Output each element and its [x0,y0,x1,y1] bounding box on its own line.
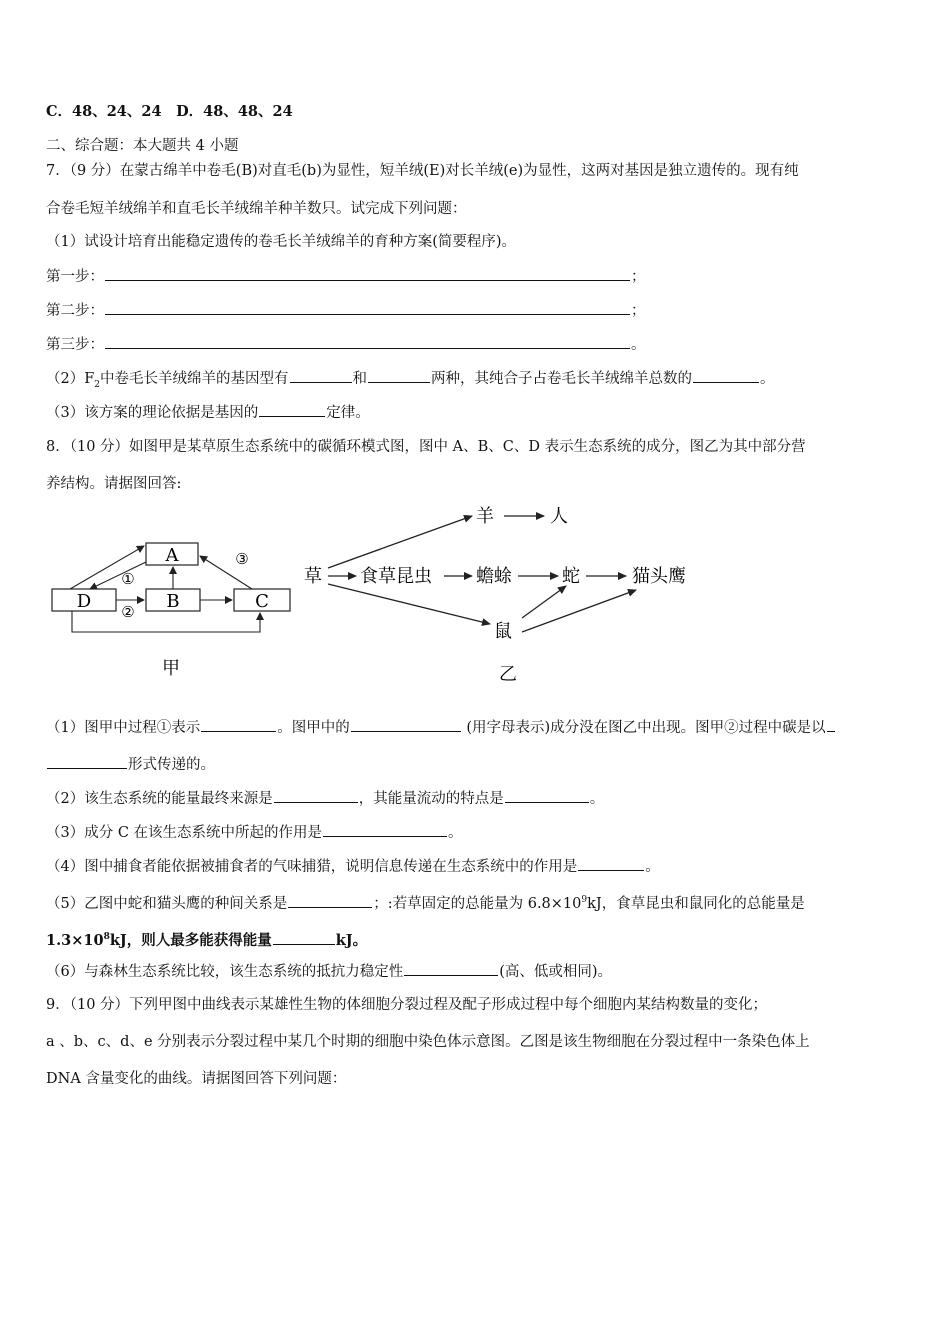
answer-blank[interactable] [201,717,276,732]
answer-blank[interactable] [693,368,759,383]
answer-blank[interactable] [105,334,630,349]
caption-jia: 甲 [162,658,180,679]
q9-text-line3: DNA 含量变化的曲线。请据图回答下列问题： [46,1071,347,1087]
node-human: 人 [550,506,568,527]
process-3-label: ③ [235,550,249,568]
q8-subq4: （4）图中捕食者能依据被捕食者的气味捕猎，说明信息传递在生态系统中的作用是 。 [46,856,660,877]
arrow-grass-mouse [328,584,490,624]
q8-subq1: （1）图甲中过程①表示 。图甲中的 (用字母表示)成分没在图乙中出现。图甲②过程中碳是以 [46,717,836,738]
arrow-mouse-owl [522,590,636,632]
node-snake: 蛇 [562,566,580,587]
arrow-d-to-c [72,611,260,632]
q7-subq3: （3）该方案的理论依据是基因的 定律。 [46,402,370,423]
label-d: D [76,591,92,612]
q7-step1: 第一步： ； [46,266,646,287]
q9-text-line2: a 、b、c、d、e 分别表示分裂过程中某几个时期的细胞中染色体示意图。乙图是该生物细胞在分裂过程中一条染色体上 [46,1034,810,1050]
answer-blank[interactable] [105,266,630,281]
q8-text-line2: 养结构。请据图回答: [46,476,182,492]
arrow-mouse-snake [522,586,566,618]
q7-text-line1: 7．（9 分）在蒙古绵羊中卷毛(B)对直毛(b)为显性，短羊绒(E)对长羊绒(e)为显性，这两对基因是独立遗传的。现有纯 [46,163,799,179]
answer-blank[interactable] [290,368,352,383]
answer-blank[interactable] [274,788,358,803]
answer-blank[interactable] [47,754,127,769]
q8-subq2: （2）该生态系统的能量最终来源是 ，其能量流动的特点是 。 [46,788,604,809]
q7-text-line2: 合卷毛短羊绒绵羊和直毛长羊绒绵羊种羊数只。试完成下列问题： [46,201,467,217]
q8-text-line1: 8．（10 分）如图甲是某草原生态系统中的碳循环模式图，图中 A、B、C、D 表示生态系统的成分，图乙为其中部分营 [46,439,806,455]
q8-subq6: （6）与森林生态系统比较，该生态系统的抵抗力稳定性 (高、低或相同)。 [46,961,612,982]
q9-text-line1: 9．（10 分）下列甲图中曲线表示某雄性生物的体细胞分裂过程及配子形成过程中每个细胞内某结构数量的变化； [46,997,768,1013]
q7-subq1: （1）试设计培育出能稳定遗传的卷毛长羊绒绵羊的育种方案(简要程序)。 [46,234,517,250]
q8-subq5: （5）乙图中蛇和猫头鹰的种间关系是 ；:若草固定的总能量为 $6.8\times 10^9kJ$，食草昆虫和鼠同化的总能量是 [46,890,805,914]
arrow-grass-sheep [328,516,472,568]
q8-subq3: （3）成分 C 在该生态系统中所起的作用是 。 [46,822,463,843]
process-1-label: ① [121,570,135,588]
node-sheep: 羊 [476,506,494,527]
q7-subq2: $(2)F_2$中卷毛长羊绒绵羊的基因型有 和 两种，其纯合子占卷毛长羊绒绵羊总数的 。 [46,368,775,395]
answer-blank[interactable] [273,930,335,945]
answer-blank[interactable] [323,822,447,837]
node-owl: 猫头鹰 [632,566,686,587]
answer-blank[interactable] [578,856,644,871]
q7-step2: 第二步： ； [46,300,646,321]
answer-blank[interactable] [351,717,461,732]
answer-blank[interactable] [505,788,589,803]
section-heading: 二、综合题：本大题共 4 小题 [46,138,239,154]
q8-subq1-cont: 形式传递的。 [46,754,215,775]
node-mouse: 鼠 [494,621,512,642]
answer-blank[interactable] [105,300,630,315]
node-toad: 蟾蜍 [476,566,512,587]
node-insect: 食草昆虫 [360,566,432,587]
carbon-cycle-diagram [46,536,296,686]
answer-blank[interactable] [259,402,325,417]
label-c: C [255,591,269,612]
answer-blank[interactable] [404,961,498,976]
label-b: B [166,591,180,612]
label-a: A [165,545,179,566]
food-web-diagram [296,500,706,690]
caption-yi: 乙 [499,664,517,685]
q7-step3: 第三步： 。 [46,334,646,355]
answer-blank[interactable] [288,893,372,908]
answer-blank[interactable] [827,717,835,732]
arrow-a-to-d [90,562,146,589]
node-grass: 草 [304,566,322,587]
process-2-label: ② [121,603,135,621]
option-line-cd: C．48、24、24 D．48、48、24 [46,103,293,120]
q8-subq5-cont: $1.3\times 10^8kJ$，则人最多能获得能量 kJ。 [46,931,368,949]
answer-blank[interactable] [368,368,430,383]
